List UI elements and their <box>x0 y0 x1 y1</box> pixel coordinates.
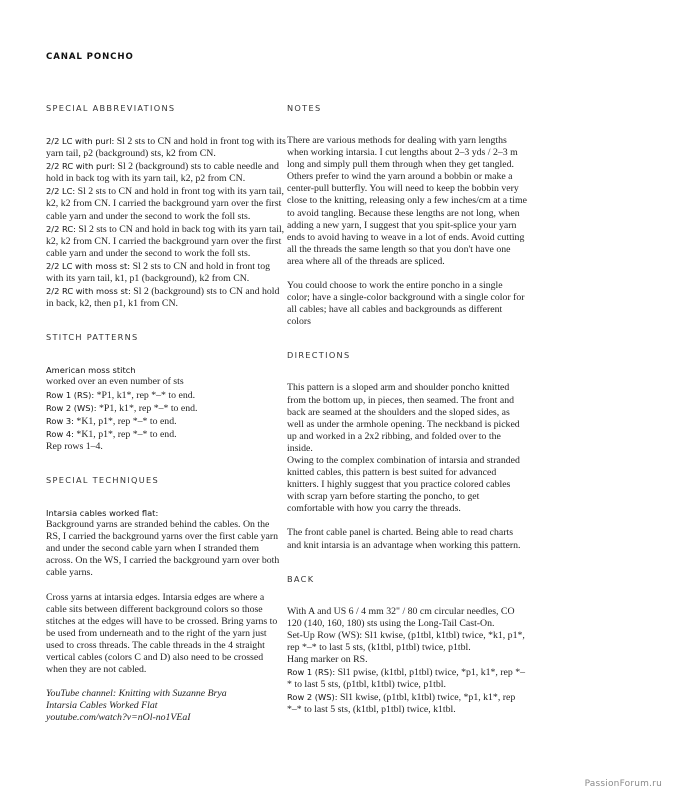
special-abbreviations-heading: SPECIAL ABBREVIATIONS <box>46 103 176 113</box>
abbrev-text: Sl 2 sts to CN and hold in front tog with its yarn tail, k1, p1 (background), k2 from CN. <box>46 260 270 285</box>
row-text: Sl1 kwise, (p1tbl, k1tbl) twice, *p1, k1*, rep *–* to last 5 sts, (k1tbl, p1tbl) twice, k1tbl. <box>287 692 516 716</box>
abbrev-label: 2/2 RC: <box>46 223 76 234</box>
youtube-channel: YouTube channel: Knitting with Suzanne Brya <box>46 688 227 700</box>
right-column <box>287 103 527 716</box>
row-label: Row 3: <box>46 415 74 426</box>
directions-paragraph: This pattern is a sloped arm and shoulder poncho knitted from the bottom up, in pieces, then seamed. The front and back are seamed at the shoulders and the sloped sides, as well as under the armhole opening. The neckband is picked up and worked in a 2x2 ribbing, and folded over to the inside. <box>287 382 520 454</box>
abbrev-label: 2/2 RC with moss st: <box>46 286 131 297</box>
abbrev-entry <box>46 223 286 260</box>
moss-repeat: Rep rows 1–4. <box>46 440 103 452</box>
abbrev-text: Sl 2 sts to CN and hold in front tog with its yarn tail, p2 (background) sts, k2 from CN. <box>46 136 286 160</box>
intarsia-cables-title: Intarsia cables worked flat: <box>46 507 159 518</box>
abbrev-entry <box>46 135 286 160</box>
watermark: PassionForum.ru <box>584 779 662 789</box>
abbrev-text: Sl 2 sts to CN and hold in back tog with its yarn tail, k2, k2 from CN. I carried the background yarn over the first cable yarn and under the second to work the foll sts. <box>46 223 285 259</box>
notes-paragraph: You could choose to work the entire poncho in a single color; have a single-color background with a single color for all cables; have all cables and backgrounds as different colors <box>287 280 525 328</box>
back-marker: Hang marker on RS. <box>287 654 368 665</box>
moss-stitch-title: American moss stitch <box>46 365 136 376</box>
row-text: *K1, p1*, rep *–* to end. <box>76 415 177 427</box>
directions-paragraph: The front cable panel is charted. Being able to read charts and knit intarsia is an advantage when working this pattern. <box>287 527 521 551</box>
youtube-reference <box>46 688 286 724</box>
special-techniques-heading: SPECIAL TECHNIQUES <box>46 474 159 485</box>
abbrev-text: Sl 2 (background) sts to CN and hold in back, k2, then p1, k1 from CN. <box>46 286 280 310</box>
abbrev-label: 2/2 LC with moss st: <box>46 260 131 271</box>
notes-paragraph: There are various methods for dealing with yarn lengths when working intarsia. I cut lengths about 2–3 yds / 2–3 m long and simply pull them through when they get tangled. Others prefer to wind the yarn around a bobbin or make a center-pull butterfly. You will need to keep the bobbin very close to the knitting, releasing only a few inches/cm at a time to avoid tangling. Because these lengths are not long, when adding a new yarn, I suggest that you spit-splice your yarn ends to avoid having to weave in a lot of ends. Avoid cutting all the threads the same length so that you don't have one area where all of the threads are spliced. <box>287 135 527 267</box>
moss-row <box>46 415 286 428</box>
back-row <box>287 691 527 716</box>
back-row <box>287 666 527 691</box>
abbrev-entry <box>46 160 286 185</box>
abbrev-entry <box>46 185 286 222</box>
moss-row <box>46 389 286 402</box>
back-setup-row: Set-Up Row (WS): Sl1 kwise, (p1tbl, k1tbl) twice, *k1, p1*, rep *–* to last 5 sts, (k1tbl, p1tbl) twice, p1tbl. <box>287 629 525 653</box>
youtube-link[interactable]: youtube.com/watch?v=nOl-no1VEaI <box>46 712 191 724</box>
abbrev-text: Sl 2 (background) sts to cable needle and hold in back tog with its yarn tail, k2, p2 from CN. <box>46 161 279 185</box>
left-column <box>46 103 286 724</box>
row-text: *K1, p1*, rep *–* to end. <box>76 428 177 440</box>
page-title: CANAL PONCHO <box>46 52 134 62</box>
abbrev-entry <box>46 285 286 310</box>
techniques-paragraph: Background yarns are stranded behind the cables. On the RS, I carried the background yarns over the first cable yarn and under the second cable yarn when I stranded them across. On the WS, I carried the background yarn over both cable yarns. <box>46 519 280 579</box>
abbrev-text: Sl 2 sts to CN and hold in front tog with its yarn tail, k2, k2 from CN. I carried the background yarn over the first cable yarn and under the second to work the foll sts. <box>46 186 284 222</box>
back-cast-on: With A and US 6 / 4 mm 32" / 80 cm circular needles, CO 120 (140, 160, 180) sts using the Long-Tail Cast-On. <box>287 605 515 629</box>
row-text: *P1, k1*, rep *–* to end. <box>96 389 196 401</box>
back-heading: BACK <box>287 573 315 584</box>
row-text: *P1, k1*, rep *–* to end. <box>99 402 198 414</box>
directions-paragraph: Owing to the complex combination of intarsia and stranded knitted cables, this pattern is best suited for advanced knitters. I highly suggest that you practice colored cables with scrap yarn before starting the poncho, to get comfortable with how you carry the threads. <box>287 454 520 515</box>
row-text: Sl1 pwise, (k1tbl, p1tbl) twice, *p1, k1*, rep *–* to last 5 sts, (p1tbl, k1tbl) twice, p1tbl. <box>287 667 526 691</box>
abbrev-label: 2/2 RC with purl: <box>46 161 116 172</box>
abbrev-label: 2/2 LC with purl: <box>46 136 115 146</box>
abbrev-entry <box>46 260 286 285</box>
techniques-paragraph: Cross yarns at intarsia edges. Intarsia edges are where a cable sits between different background colors so those stitches at the edges will have to be crossed. Bring yarns to be used from underneath and to the right of the yarn just used to cross threads. The cable threads in the 4 straight vertical cables (colors C and D) also need to be crossed when they are not cabled. <box>46 591 278 676</box>
abbrev-label: 2/2 LC: <box>46 186 76 197</box>
row-label: Row 1 (RS): <box>287 667 336 678</box>
row-label: Row 2 (WS): <box>46 402 97 413</box>
row-label: Row 1 (RS): <box>46 389 95 400</box>
stitch-patterns-heading: STITCH PATTERNS <box>46 332 139 343</box>
notes-heading: NOTES <box>287 103 322 113</box>
directions-heading: DIRECTIONS <box>287 350 351 361</box>
row-label: Row 2 (WS): <box>287 692 338 703</box>
youtube-video-title: Intarsia Cables Worked Flat <box>46 700 158 712</box>
moss-row <box>46 402 286 415</box>
moss-row <box>46 428 286 441</box>
row-label: Row 4: <box>46 428 74 439</box>
moss-stitch-intro: worked over an even number of sts <box>46 376 184 388</box>
